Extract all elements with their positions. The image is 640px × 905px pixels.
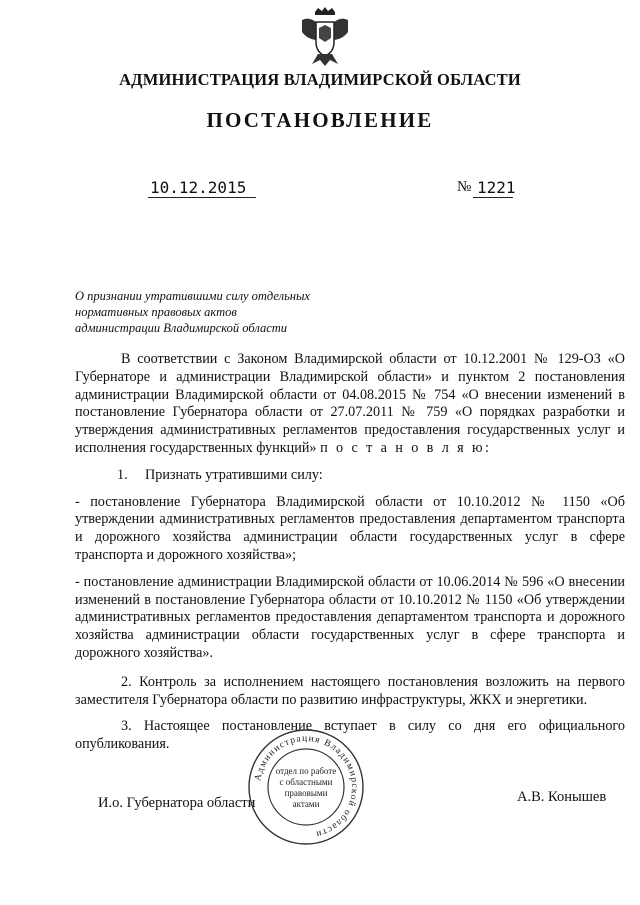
preamble-keyword: п о с т а н о в л я ю: (320, 439, 492, 456)
item-1-number: 1. (117, 466, 128, 483)
subject-line: нормативных правовых актов (75, 305, 237, 319)
stamp-center-line: актами (292, 799, 320, 809)
stamp-center-line: отдел по работе (275, 766, 337, 776)
preamble-text: В соответствии с Законом Владимирской области от 10.12.2001 № 129-ОЗ «О Губернаторе и администрации Владимирской области» и пунктом 2 постановления администрации Владимирской области от 04.08.2015 № 754 «О внесении изменений в постановление Губернатора области от 27.07.2011 № 759 «О порядках разработки и утверждения административных регламентов предоставления государственных услуг и исполнения государственных функций» (75, 351, 625, 456)
item-1-subitem-a: - постановление Губернатора Владимирской области от 10.10.2012 № 1150 «Об утверждении административных регламентов предоставления департаментом транспорта и дорожного хозяйства администрации области государственных услуг в сфере транспорта и дорожного хозяйства»; (75, 493, 625, 563)
document-number: 1221 (477, 178, 516, 197)
item-3: 3. Настоящее постановление вступает в силу со дня его официального опубликования. (75, 718, 625, 753)
subject-line: О признании утратившими силу отдельных (75, 289, 310, 303)
document-body (75, 351, 625, 754)
document-subject (75, 288, 355, 336)
organization-name: АДМИНИСТРАЦИЯ ВЛАДИМИРСКОЙ ОБЛАСТИ (119, 70, 521, 89)
document-type: ПОСТАНОВЛЕНИЕ (206, 108, 434, 132)
document-date: 10.12.2015 (150, 178, 247, 197)
item-2: 2. Контроль за исполнением настоящего постановления возложить на первого заместителя Губернатора области по развитию инфраструктуры, ЖКХ и энергетики. (75, 673, 625, 708)
subject-line: администрации Владимирской области (75, 321, 288, 335)
coat-of-arms-icon (298, 6, 352, 68)
number-label: № (457, 179, 472, 195)
stamp-center-line: с областными (279, 777, 333, 787)
stamp-center-line: правовыми (284, 788, 328, 798)
item-1-text: Признать утратившими силу: (145, 466, 323, 483)
preamble-paragraph (75, 351, 625, 458)
item-1 (75, 467, 625, 485)
item-1-subitem-b: - постановление администрации Владимирской области от 10.06.2014 № 596 «О внесении изменений в постановление Губернатора области от 10.10.2012 № 1150 «Об утверждении административных регламентов предоставления департаментом транспорта и дорожного хозяйства администрации области государственных услуг в сфере транспорта и дорожного хозяйства». (75, 573, 625, 661)
signatory-position: И.о. Губернатора области (98, 795, 256, 811)
stamp-ring-text: Администрация Владимирской области (253, 733, 360, 840)
signatory-name: А.В. Конышев (517, 789, 607, 805)
number-underline (473, 197, 513, 198)
date-underline (148, 197, 256, 198)
official-stamp (247, 728, 365, 846)
